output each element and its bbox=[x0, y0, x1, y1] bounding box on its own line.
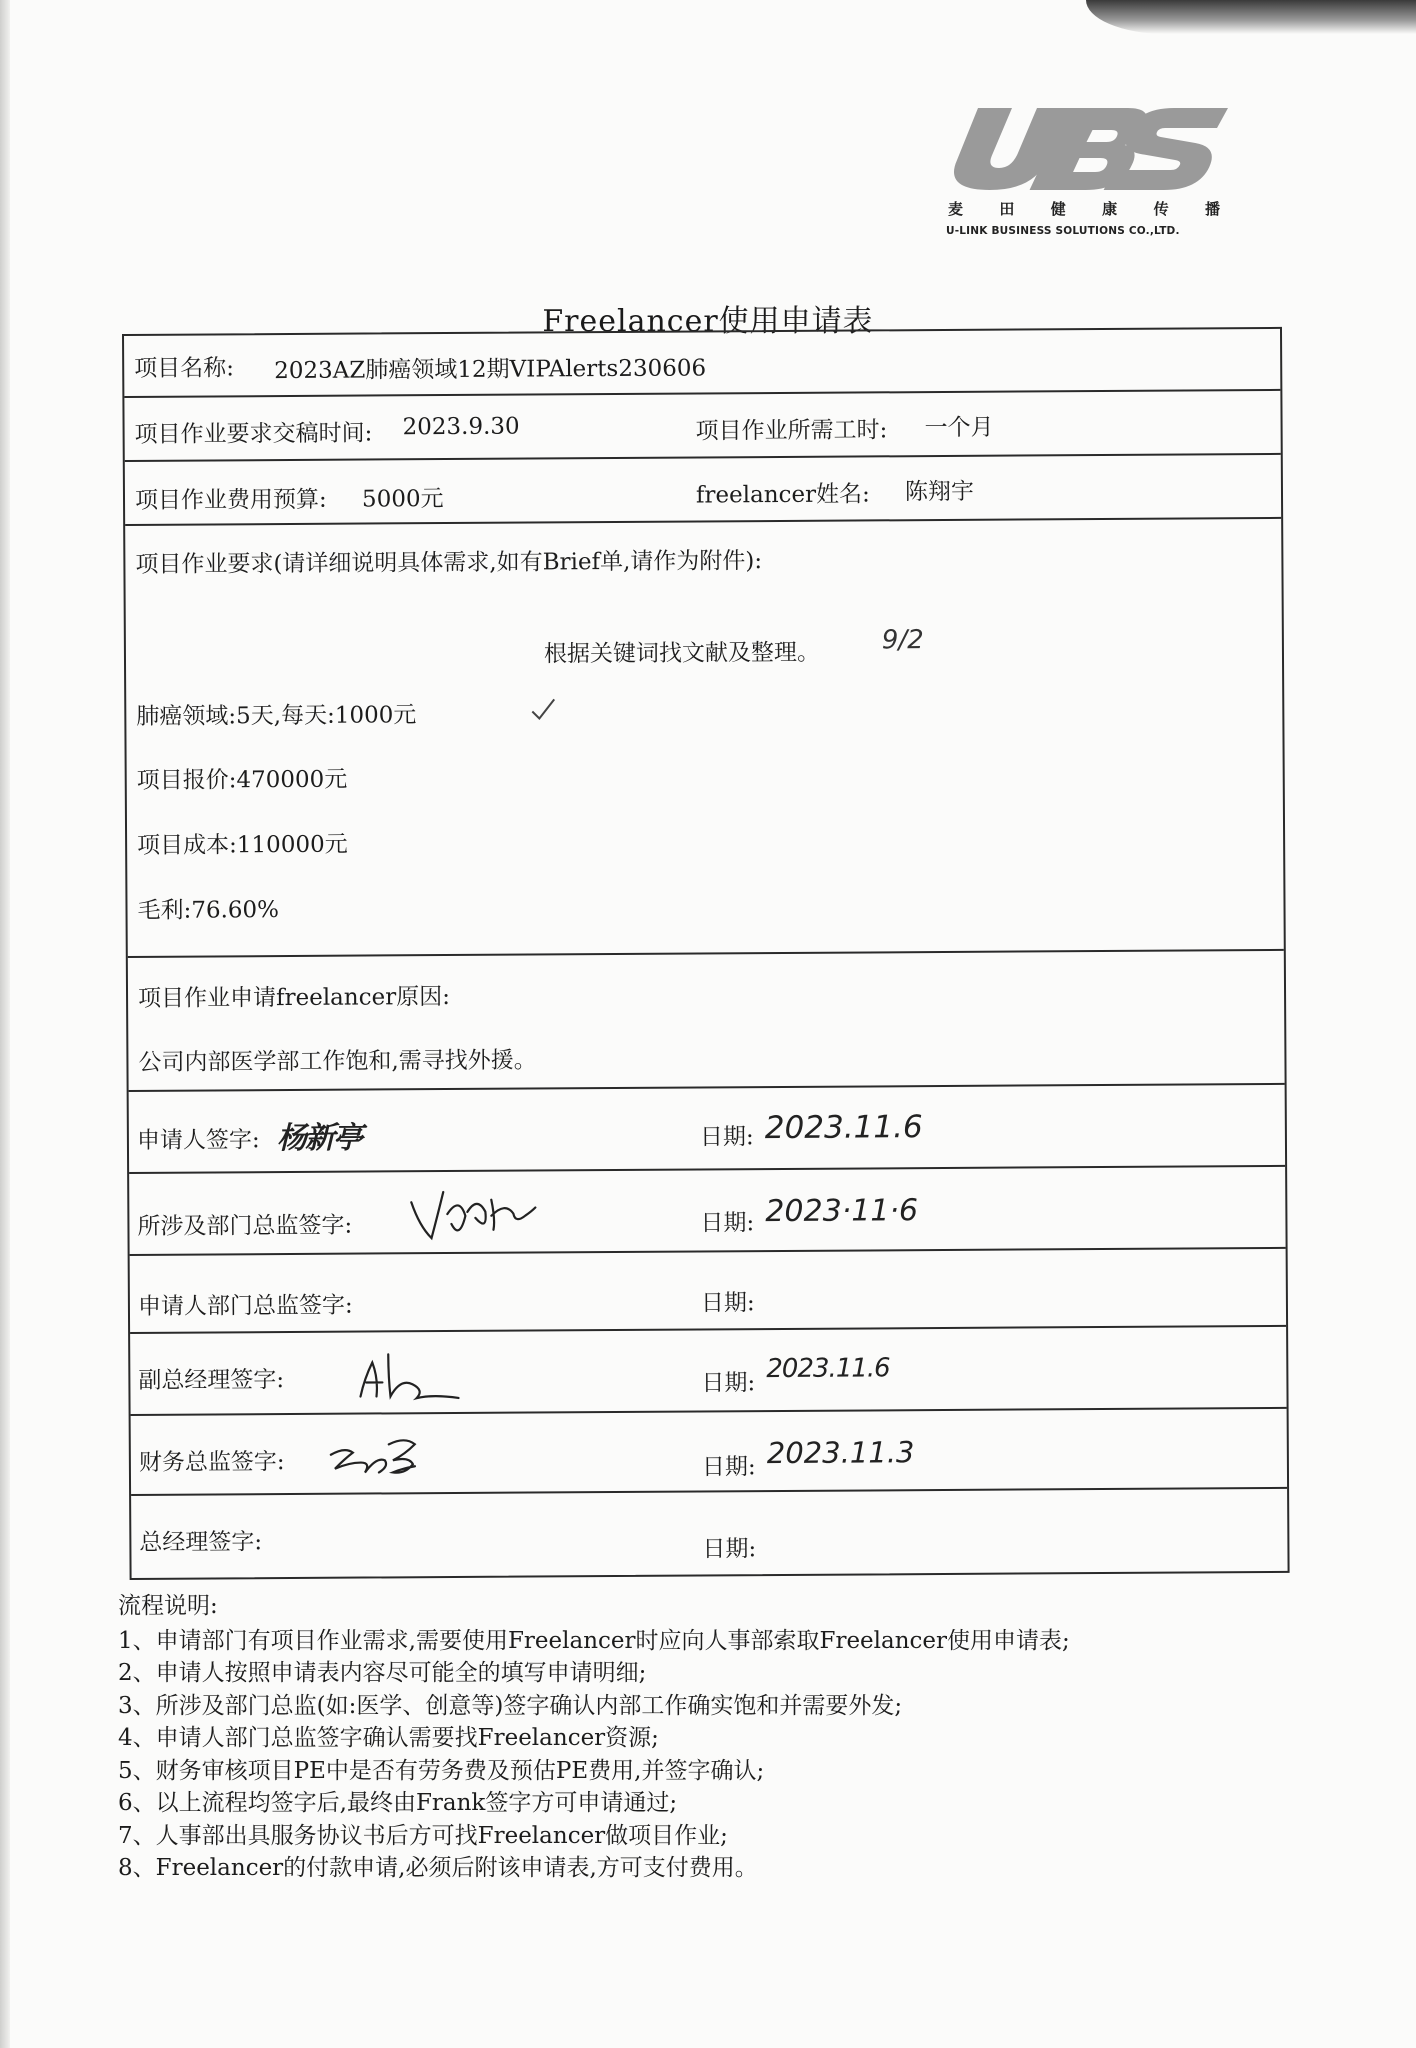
notes-item: 7、人事部出具服务协议书后方可找Freelancer做项目作业; bbox=[118, 1822, 728, 1849]
notes-heading: 流程说明: bbox=[118, 1593, 218, 1619]
row-dept-director-signature bbox=[129, 1167, 1285, 1256]
process-notes bbox=[118, 1590, 1298, 1885]
finance-director-label: 财务总监签字: bbox=[138, 1449, 285, 1476]
notes-item: 6、以上流程均签字后,最终由Frank签字方可申请通过; bbox=[118, 1790, 678, 1816]
notes-item: 1、申请部门有项目作业需求,需要使用Freelancer时应向人事部索取Freelancer使用申请表; bbox=[118, 1627, 1070, 1654]
row-requirements bbox=[125, 519, 1284, 958]
logo-chinese-name bbox=[948, 198, 1220, 219]
duration-value: 一个月 bbox=[924, 414, 994, 442]
deadline-value: 2023.9.30 bbox=[402, 413, 520, 441]
logo-english-name: U-LINK BUSINESS SOLUTIONS CO.,LTD. bbox=[946, 225, 1180, 237]
margin-line: 毛利:76.60% bbox=[137, 897, 280, 924]
notes-item: 8、Freelancer的付款申请,必须后附该申请表,方可支付费用。 bbox=[118, 1855, 758, 1881]
notes-item: 3、所涉及部门总监(如:医学、创意等)签字确认内部工作确实饱和并需要外发; bbox=[118, 1692, 903, 1719]
applicant-dept-director-label: 申请人部门总监签字: bbox=[137, 1292, 353, 1320]
budget-value: 5000元 bbox=[361, 486, 444, 513]
applicant-date-label: 日期: bbox=[699, 1124, 754, 1151]
row-finance-director-signature bbox=[131, 1409, 1287, 1496]
gm-date-label: 日期: bbox=[702, 1536, 757, 1563]
logo-char: 传 bbox=[1153, 200, 1169, 218]
row-gm-signature bbox=[131, 1489, 1287, 1580]
applicant-dept-director-date-label: 日期: bbox=[700, 1290, 755, 1317]
field-line: 肺癌领域:5天,每天:1000元 bbox=[136, 702, 417, 730]
deadline-label: 项目作业要求交稿时间: bbox=[134, 420, 373, 448]
finance-director-signature-image bbox=[327, 1432, 437, 1483]
budget-label: 项目作业费用预算: bbox=[134, 486, 327, 514]
scan-shadow bbox=[1086, 0, 1416, 34]
form-title: Freelancer使用申请表 bbox=[542, 304, 874, 339]
finance-director-date: 2023.11.3 bbox=[766, 1435, 915, 1471]
dept-director-signature-image bbox=[407, 1185, 537, 1246]
vp-date-label: 日期: bbox=[701, 1370, 756, 1397]
duration-label: 项目作业所需工时: bbox=[695, 417, 888, 445]
logo-char: 健 bbox=[1050, 200, 1066, 218]
row-applicant-dept-director-signature bbox=[130, 1249, 1286, 1334]
notes-item: 5、财务审核项目PE中是否有劳务费及预估PE费用,并签字确认; bbox=[118, 1757, 765, 1784]
finance-director-date-label: 日期: bbox=[701, 1454, 756, 1481]
applicant-signature: 杨新亭 bbox=[276, 1120, 362, 1157]
freelancer-name-value: 陈翔宇 bbox=[904, 478, 975, 506]
row-deadline bbox=[124, 391, 1280, 462]
logo-char: 麦 bbox=[948, 200, 964, 218]
notes-item: 2、申请人按照申请表内容尽可能全的填写申请明细; bbox=[118, 1660, 647, 1686]
project-name-value: 2023AZ肺癌领域12期VIPAlerts230606 bbox=[274, 355, 707, 385]
dept-director-date: 2023·11·6 bbox=[765, 1193, 919, 1230]
row-applicant-signature bbox=[129, 1085, 1285, 1174]
logo-char: 康 bbox=[1102, 200, 1118, 218]
row-project-name bbox=[124, 329, 1280, 398]
application-form-table bbox=[122, 327, 1290, 1580]
requirements-label: 项目作业要求(请详细说明具体需求,如有Brief单,请作为附件): bbox=[135, 548, 763, 578]
gm-signature-label: 总经理签字: bbox=[139, 1529, 263, 1556]
freelancer-name-label: freelancer姓名: bbox=[695, 481, 870, 509]
check-mark-icon bbox=[530, 697, 556, 721]
row-budget bbox=[125, 455, 1281, 526]
vp-date: 2023.11.6 bbox=[766, 1353, 890, 1385]
reason-label: 项目作业申请freelancer原因: bbox=[137, 984, 450, 1012]
logo-char: 播 bbox=[1204, 200, 1220, 218]
dept-director-signature-label: 所涉及部门总监签字: bbox=[137, 1212, 353, 1240]
quote-line: 项目报价:470000元 bbox=[136, 766, 348, 794]
dept-director-date-label: 日期: bbox=[700, 1210, 755, 1237]
logo-char: 田 bbox=[999, 200, 1015, 218]
row-vp-signature bbox=[130, 1327, 1286, 1416]
cost-line: 项目成本:110000元 bbox=[137, 831, 348, 859]
handwritten-note: 9/2 bbox=[881, 625, 924, 656]
applicant-date: 2023.11.6 bbox=[764, 1109, 923, 1147]
row-reason bbox=[128, 951, 1285, 1092]
applicant-signature-label: 申请人签字: bbox=[136, 1127, 260, 1154]
vp-signature-label: 副总经理签字: bbox=[138, 1367, 285, 1394]
requirements-main: 根据关键词找文献及整理。 bbox=[543, 639, 821, 668]
reason-value: 公司内部医学部工作饱和,需寻找外援。 bbox=[138, 1047, 537, 1076]
vp-signature-image bbox=[354, 1348, 464, 1405]
project-name-label: 项目名称: bbox=[134, 355, 235, 382]
notes-item: 4、申请人部门总监签字确认需要找Freelancer资源; bbox=[118, 1725, 659, 1751]
